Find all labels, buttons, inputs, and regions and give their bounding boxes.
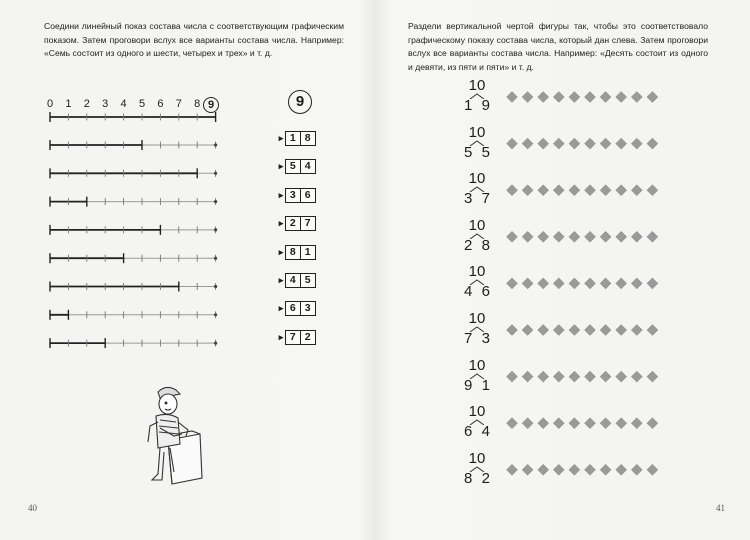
number-line-endpoint[interactable]: [214, 172, 217, 175]
tree-part-left: 8: [464, 469, 473, 487]
number-line-endpoint[interactable]: [214, 285, 217, 288]
diamond-shape[interactable]: [647, 138, 658, 149]
diamond-shape[interactable]: [569, 185, 580, 196]
diamond-shape[interactable]: [522, 231, 533, 242]
number-line-endpoint[interactable]: [214, 200, 217, 203]
tree-whole: 10: [468, 170, 486, 188]
pointer-icon: ▸: [278, 218, 284, 229]
diamond-shape[interactable]: [600, 92, 611, 103]
number-box-pair[interactable]: [278, 159, 316, 174]
diamond-shape[interactable]: [600, 325, 611, 336]
diamond-shape[interactable]: [507, 231, 518, 242]
number-tree: [460, 451, 494, 486]
diamond-shape[interactable]: [569, 464, 580, 475]
diamond-shape[interactable]: [507, 325, 518, 336]
number-box-cell: 4: [285, 273, 301, 288]
diamond-shape[interactable]: [522, 325, 533, 336]
diamond-shape[interactable]: [631, 278, 642, 289]
diamond-shape[interactable]: [600, 278, 611, 289]
diamond-shape[interactable]: [507, 371, 518, 382]
diamond-shape[interactable]: [616, 231, 627, 242]
diamond-shape[interactable]: [507, 92, 518, 103]
number-tree: [460, 171, 494, 206]
boy-at-box-illustration: [130, 382, 210, 487]
diamond-shape[interactable]: [569, 371, 580, 382]
number-tree: [460, 218, 494, 253]
number-box-cell: 6: [300, 188, 316, 203]
circled-number-text: 9: [295, 93, 305, 110]
diamond-shape[interactable]: [647, 278, 658, 289]
scale-label: 7: [175, 98, 182, 110]
diamond-shape[interactable]: [569, 92, 580, 103]
number-box-cell: 8: [300, 131, 316, 146]
scale-label: 6: [157, 98, 164, 110]
number-box-cell: 4: [300, 159, 316, 174]
diamond-shape[interactable]: [522, 464, 533, 475]
diamond-shape[interactable]: [569, 138, 580, 149]
number-line-endpoint[interactable]: [214, 257, 217, 260]
number-tree: [460, 78, 494, 113]
number-box-pair[interactable]: [278, 273, 316, 288]
diamond-shape[interactable]: [538, 325, 549, 336]
diamond-shape[interactable]: [585, 464, 596, 475]
pointer-icon: ▸: [278, 303, 284, 314]
tree-part-right: 2: [481, 469, 490, 487]
tree-part-right: 4: [481, 423, 490, 441]
diamond-shape[interactable]: [647, 92, 658, 103]
tree-whole: 10: [468, 310, 486, 327]
tree-part-left: 9: [464, 376, 473, 394]
diamond-shape[interactable]: [600, 185, 611, 196]
diamond-shape[interactable]: [616, 278, 627, 289]
number-box-cell: 5: [285, 159, 301, 174]
diamond-shape[interactable]: [522, 185, 533, 196]
number-box-pair[interactable]: [278, 301, 316, 316]
diamond-shape[interactable]: [585, 325, 596, 336]
pointer-icon: ▸: [278, 161, 284, 172]
diamond-shape[interactable]: [522, 278, 533, 289]
linear-number-lines[interactable]: [40, 95, 230, 355]
pointer-icon: ▸: [278, 189, 284, 200]
left-page-number: 40: [28, 503, 37, 513]
scale-label: 8: [194, 98, 201, 110]
scale-label: 3: [102, 98, 109, 110]
diamond-shape[interactable]: [553, 231, 564, 242]
diamond-shape[interactable]: [631, 138, 642, 149]
number-box-pair[interactable]: [278, 245, 316, 260]
tree-whole: 10: [468, 123, 486, 141]
number-line-endpoint[interactable]: [214, 342, 217, 345]
tree-whole: 10: [468, 263, 486, 281]
diamond-shape[interactable]: [647, 325, 658, 336]
diamond-shape[interactable]: [538, 278, 549, 289]
diamond-shape[interactable]: [616, 371, 627, 382]
number-box-cell: 3: [300, 301, 316, 316]
number-box-pair[interactable]: [278, 330, 316, 345]
diamond-shape[interactable]: [507, 418, 518, 429]
diamond-shape[interactable]: [585, 418, 596, 429]
number-line-endpoint[interactable]: [214, 143, 217, 146]
number-box-cell: 2: [285, 216, 301, 231]
diamond-shape[interactable]: [538, 371, 549, 382]
scale-label: 2: [83, 98, 90, 110]
diamond-shape[interactable]: [507, 278, 518, 289]
right-page-number: 41: [716, 503, 725, 513]
diamond-shape[interactable]: [585, 231, 596, 242]
diamond-shape[interactable]: [553, 138, 564, 149]
diamond-shape[interactable]: [616, 418, 627, 429]
left-instruction-text: Соедини линейный показ состава числа с соответствующим графическим показом. Затем проговори вслух все варианты состава числа. Например: «Семь состоит из одного и шести, четырех и трех» и т. д.: [44, 21, 344, 58]
number-tree: [460, 311, 494, 346]
diamond-shape[interactable]: [631, 92, 642, 103]
diamond-shape[interactable]: [538, 138, 549, 149]
tree-part-left: 7: [464, 330, 473, 347]
diamond-shape[interactable]: [647, 418, 658, 429]
diamond-shape[interactable]: [600, 231, 611, 242]
tree-part-left: 1: [464, 97, 473, 114]
diamond-shape[interactable]: [647, 464, 658, 475]
number-line-endpoint[interactable]: [214, 313, 217, 316]
diamond-shape[interactable]: [616, 92, 627, 103]
diamond-shape[interactable]: [538, 185, 549, 196]
diamond-shape[interactable]: [631, 371, 642, 382]
tree-part-left: 2: [464, 236, 473, 254]
pointer-icon: ▸: [278, 331, 284, 342]
scale-label: 0: [46, 98, 54, 110]
diamond-shape[interactable]: [507, 185, 518, 196]
number-box-cell: 1: [300, 245, 316, 260]
number-box-cell: 6: [285, 301, 301, 316]
number-box-cell: 2: [300, 330, 316, 345]
tree-whole: 10: [468, 449, 486, 467]
tree-part-left: 3: [464, 190, 473, 208]
diamond-shape[interactable]: [631, 418, 642, 429]
diamond-shape[interactable]: [553, 185, 564, 196]
diamond-shape[interactable]: [569, 418, 580, 429]
tree-part-right: 8: [481, 236, 490, 254]
diamond-shape[interactable]: [507, 464, 518, 475]
scale-label: 5: [138, 98, 146, 110]
diamond-shape[interactable]: [600, 138, 611, 149]
diamond-shape[interactable]: [538, 92, 549, 103]
diamond-shape[interactable]: [569, 278, 580, 289]
number-tree: [460, 404, 494, 439]
tree-part-right: 6: [481, 283, 490, 301]
diamond-shape[interactable]: [647, 231, 658, 242]
circled-scale-end-text: 9: [207, 99, 215, 111]
diamond-shape[interactable]: [631, 325, 642, 336]
diamond-shape[interactable]: [585, 371, 596, 382]
number-tree: [460, 358, 494, 393]
number-box-pair[interactable]: [278, 188, 316, 203]
tree-whole: 10: [468, 77, 486, 94]
number-box-pair[interactable]: [278, 131, 316, 146]
diamond-shape[interactable]: [553, 464, 564, 475]
diamond-shape[interactable]: [522, 138, 533, 149]
tree-part-right: 7: [481, 190, 490, 208]
tree-whole: 10: [468, 403, 486, 421]
diamond-shape[interactable]: [522, 418, 533, 429]
number-box-cell: 5: [300, 273, 316, 288]
diamond-shape[interactable]: [569, 325, 580, 336]
number-box-cell: 1: [285, 131, 301, 146]
diamond-shape[interactable]: [616, 185, 627, 196]
tree-whole: 10: [468, 216, 486, 234]
diamond-shape[interactable]: [647, 185, 658, 196]
pointer-icon: ▸: [278, 133, 284, 143]
tree-whole: 10: [468, 356, 486, 374]
number-box-cell: 7: [300, 216, 316, 231]
diamond-shape[interactable]: [600, 464, 611, 475]
diamond-shape[interactable]: [507, 138, 518, 149]
diamond-shape[interactable]: [553, 278, 564, 289]
diamond-shape[interactable]: [585, 185, 596, 196]
diamond-shape[interactable]: [585, 92, 596, 103]
number-tree: [460, 125, 494, 160]
diamond-shape[interactable]: [538, 464, 549, 475]
diamond-shape[interactable]: [553, 92, 564, 103]
tree-part-left: 4: [464, 283, 473, 301]
diamond-shape[interactable]: [647, 371, 658, 382]
diamond-shape[interactable]: [538, 418, 549, 429]
diamond-shape[interactable]: [569, 231, 580, 242]
tree-part-left: 5: [464, 143, 473, 161]
number-line-endpoint[interactable]: [214, 228, 217, 231]
number-box-cell: 3: [285, 188, 301, 203]
left-instruction: [44, 20, 344, 61]
scale-label: 1: [65, 98, 72, 110]
diamond-shape[interactable]: [631, 464, 642, 475]
number-tree: [460, 264, 494, 299]
circled-number: [288, 90, 312, 114]
diamond-shape[interactable]: [585, 278, 596, 289]
diamond-shape[interactable]: [553, 418, 564, 429]
tree-part-right: 5: [481, 143, 490, 161]
tree-part-left: 6: [464, 423, 473, 441]
scale-label: 4: [120, 98, 127, 110]
pointer-icon: ▸: [278, 246, 284, 257]
diamond-shape[interactable]: [538, 231, 549, 242]
right-instruction-text: Раздели вертикальной чертой фигуры так, чтобы это соответствовало графическому показу состава числа, который дан слева. Затем проговори вслух все варианты состава числа. Например: «Десять состоит из одного и девяти, из пяти и пяти» и т. д.: [408, 21, 708, 72]
diamond-shape[interactable]: [553, 371, 564, 382]
number-box-cell: 7: [285, 330, 301, 345]
tree-part-right: 3: [481, 330, 490, 347]
diamond-shape[interactable]: [616, 325, 627, 336]
diamond-shape[interactable]: [522, 92, 533, 103]
diamond-shape[interactable]: [631, 231, 642, 242]
tree-part-right: 1: [481, 376, 490, 394]
diamond-shape[interactable]: [600, 371, 611, 382]
diamond-shape[interactable]: [616, 464, 627, 475]
diamond-rows[interactable]: [505, 80, 665, 480]
diamond-shape[interactable]: [553, 325, 564, 336]
right-instruction: [408, 20, 708, 74]
diamond-shape[interactable]: [522, 371, 533, 382]
diamond-shape[interactable]: [600, 418, 611, 429]
diamond-shape[interactable]: [631, 185, 642, 196]
pointer-icon: ▸: [278, 275, 284, 285]
diamond-shape[interactable]: [616, 138, 627, 149]
tree-part-right: 9: [481, 97, 490, 114]
number-box-cell: 8: [285, 245, 301, 260]
diamond-shape[interactable]: [585, 138, 596, 149]
number-box-pair[interactable]: [278, 216, 316, 231]
